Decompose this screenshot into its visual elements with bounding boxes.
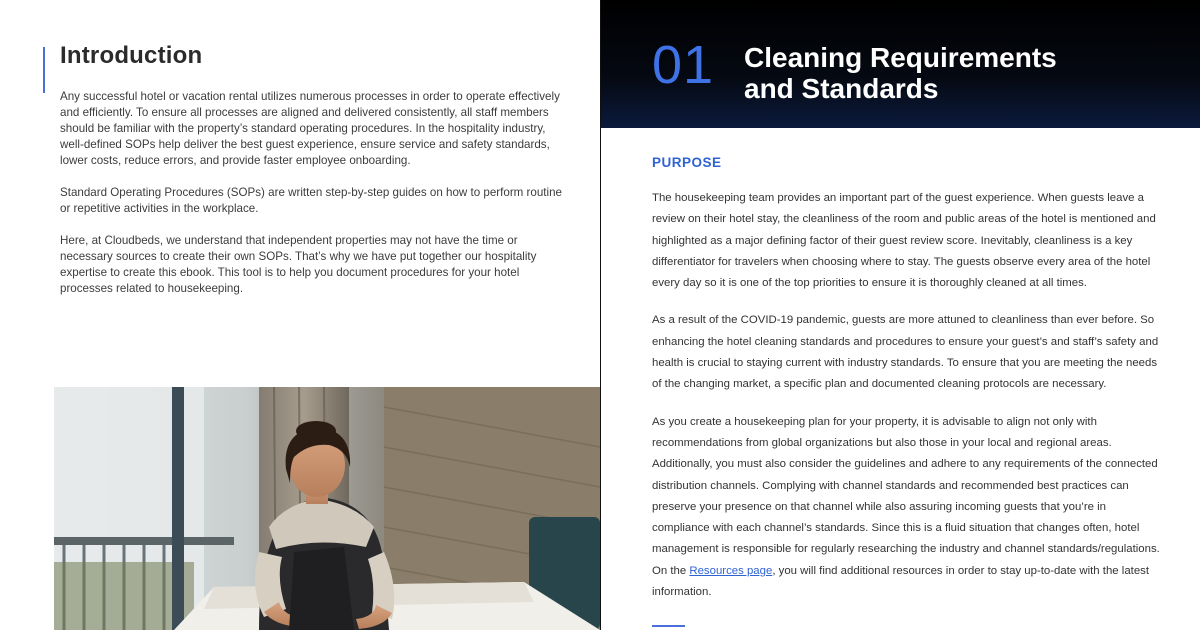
title-accent-bar: [43, 47, 45, 93]
housekeeper-photo: [54, 387, 600, 630]
purpose-body: [652, 188, 1164, 619]
purpose-paragraph-3: [652, 412, 1164, 604]
chapter-header: [601, 0, 1200, 128]
chapter-title-line-2: and Standards: [744, 73, 939, 104]
chapter-number: 01: [652, 35, 715, 95]
purpose-heading: PURPOSE: [652, 155, 722, 170]
introduction-paragraph-3: Here, at Cloudbeds, we understand that independent properties may not have the time or necessary sources to create their own SOPs. That’s why we have put together our hospitality expertise to create this ebook. This tool is to help you document procedures for your hotel processes related to housekeeping.: [60, 234, 537, 295]
introduction-body: [60, 89, 565, 313]
purpose-paragraph-3-end: , you will find additional resources in order to stay up-to-date with the latest information.: [652, 564, 1150, 599]
purpose-paragraph-1: The housekeeping team provides an important part of the guest experience. When guests leave a review on their hotel stay, the cleanliness of the room and public areas of the hotel is mentioned and highlighted as a major defining factor of their guest review score. Inevitably, cleanliness is a key differentiator for travelers when choosing where to stay. The guests observe every area of the hotel every day so it is one of the top priorities to ensure it is thoroughly cleaned at all times.: [652, 192, 1156, 290]
purpose-paragraph-2: As a result of the COVID-19 pandemic, guests are more attuned to cleanliness than ever before. So enhancing the hotel cleaning standards and procedures to ensure your guest’s and staff’s safety and health is crucial to staying current with industry standards. To ensure that you are meeting the needs of the changing market, a specific plan and documented cleaning protocols are necessary.: [652, 314, 1159, 391]
chapter-title: [744, 42, 1164, 104]
right-page: [601, 0, 1200, 630]
introduction-paragraph-1: Any successful hotel or vacation rental utilizes numerous processes in order to operate effectively and efficiently. To ensure all processes are aligned and delivered consistently, all staff members should be familiar with the property’s standard operating procedures. In the hospitality industry, well-defined SOPs help deliver the best guest experience, ensure service and safety standards, lower costs, reduce errors, and provide faster employee onboarding.: [60, 90, 560, 167]
housekeeper-photo-illustration: [54, 387, 600, 630]
introduction-title: Introduction: [60, 42, 203, 69]
introduction-paragraph-2: Standard Operating Procedures (SOPs) are written step-by-step guides on how to perform routine or repetitive activities in the workplace.: [60, 186, 563, 215]
purpose-paragraph-3-start: As you create a housekeeping plan for your property, it is advisable to align not only with recommendations from global organizations but also those in your local and regional areas. Additionally, you must also consider the guidelines and adhere to any requirements of the connected distribution channels. Complying with channel standards and recommended best practices can preserve your presence on that channel while also assuring incoming guests that you’re in compliance with each channel’s standards. Since this is a fluid situation that changes often, hotel management is responsible for regularly researching the industry and channel standards/regulations. On the: [652, 415, 1160, 577]
resources-page-link[interactable]: Resources page: [689, 564, 773, 577]
chapter-title-line-1: Cleaning Requirements: [744, 42, 1057, 73]
bottom-accent-rule: [652, 625, 685, 627]
